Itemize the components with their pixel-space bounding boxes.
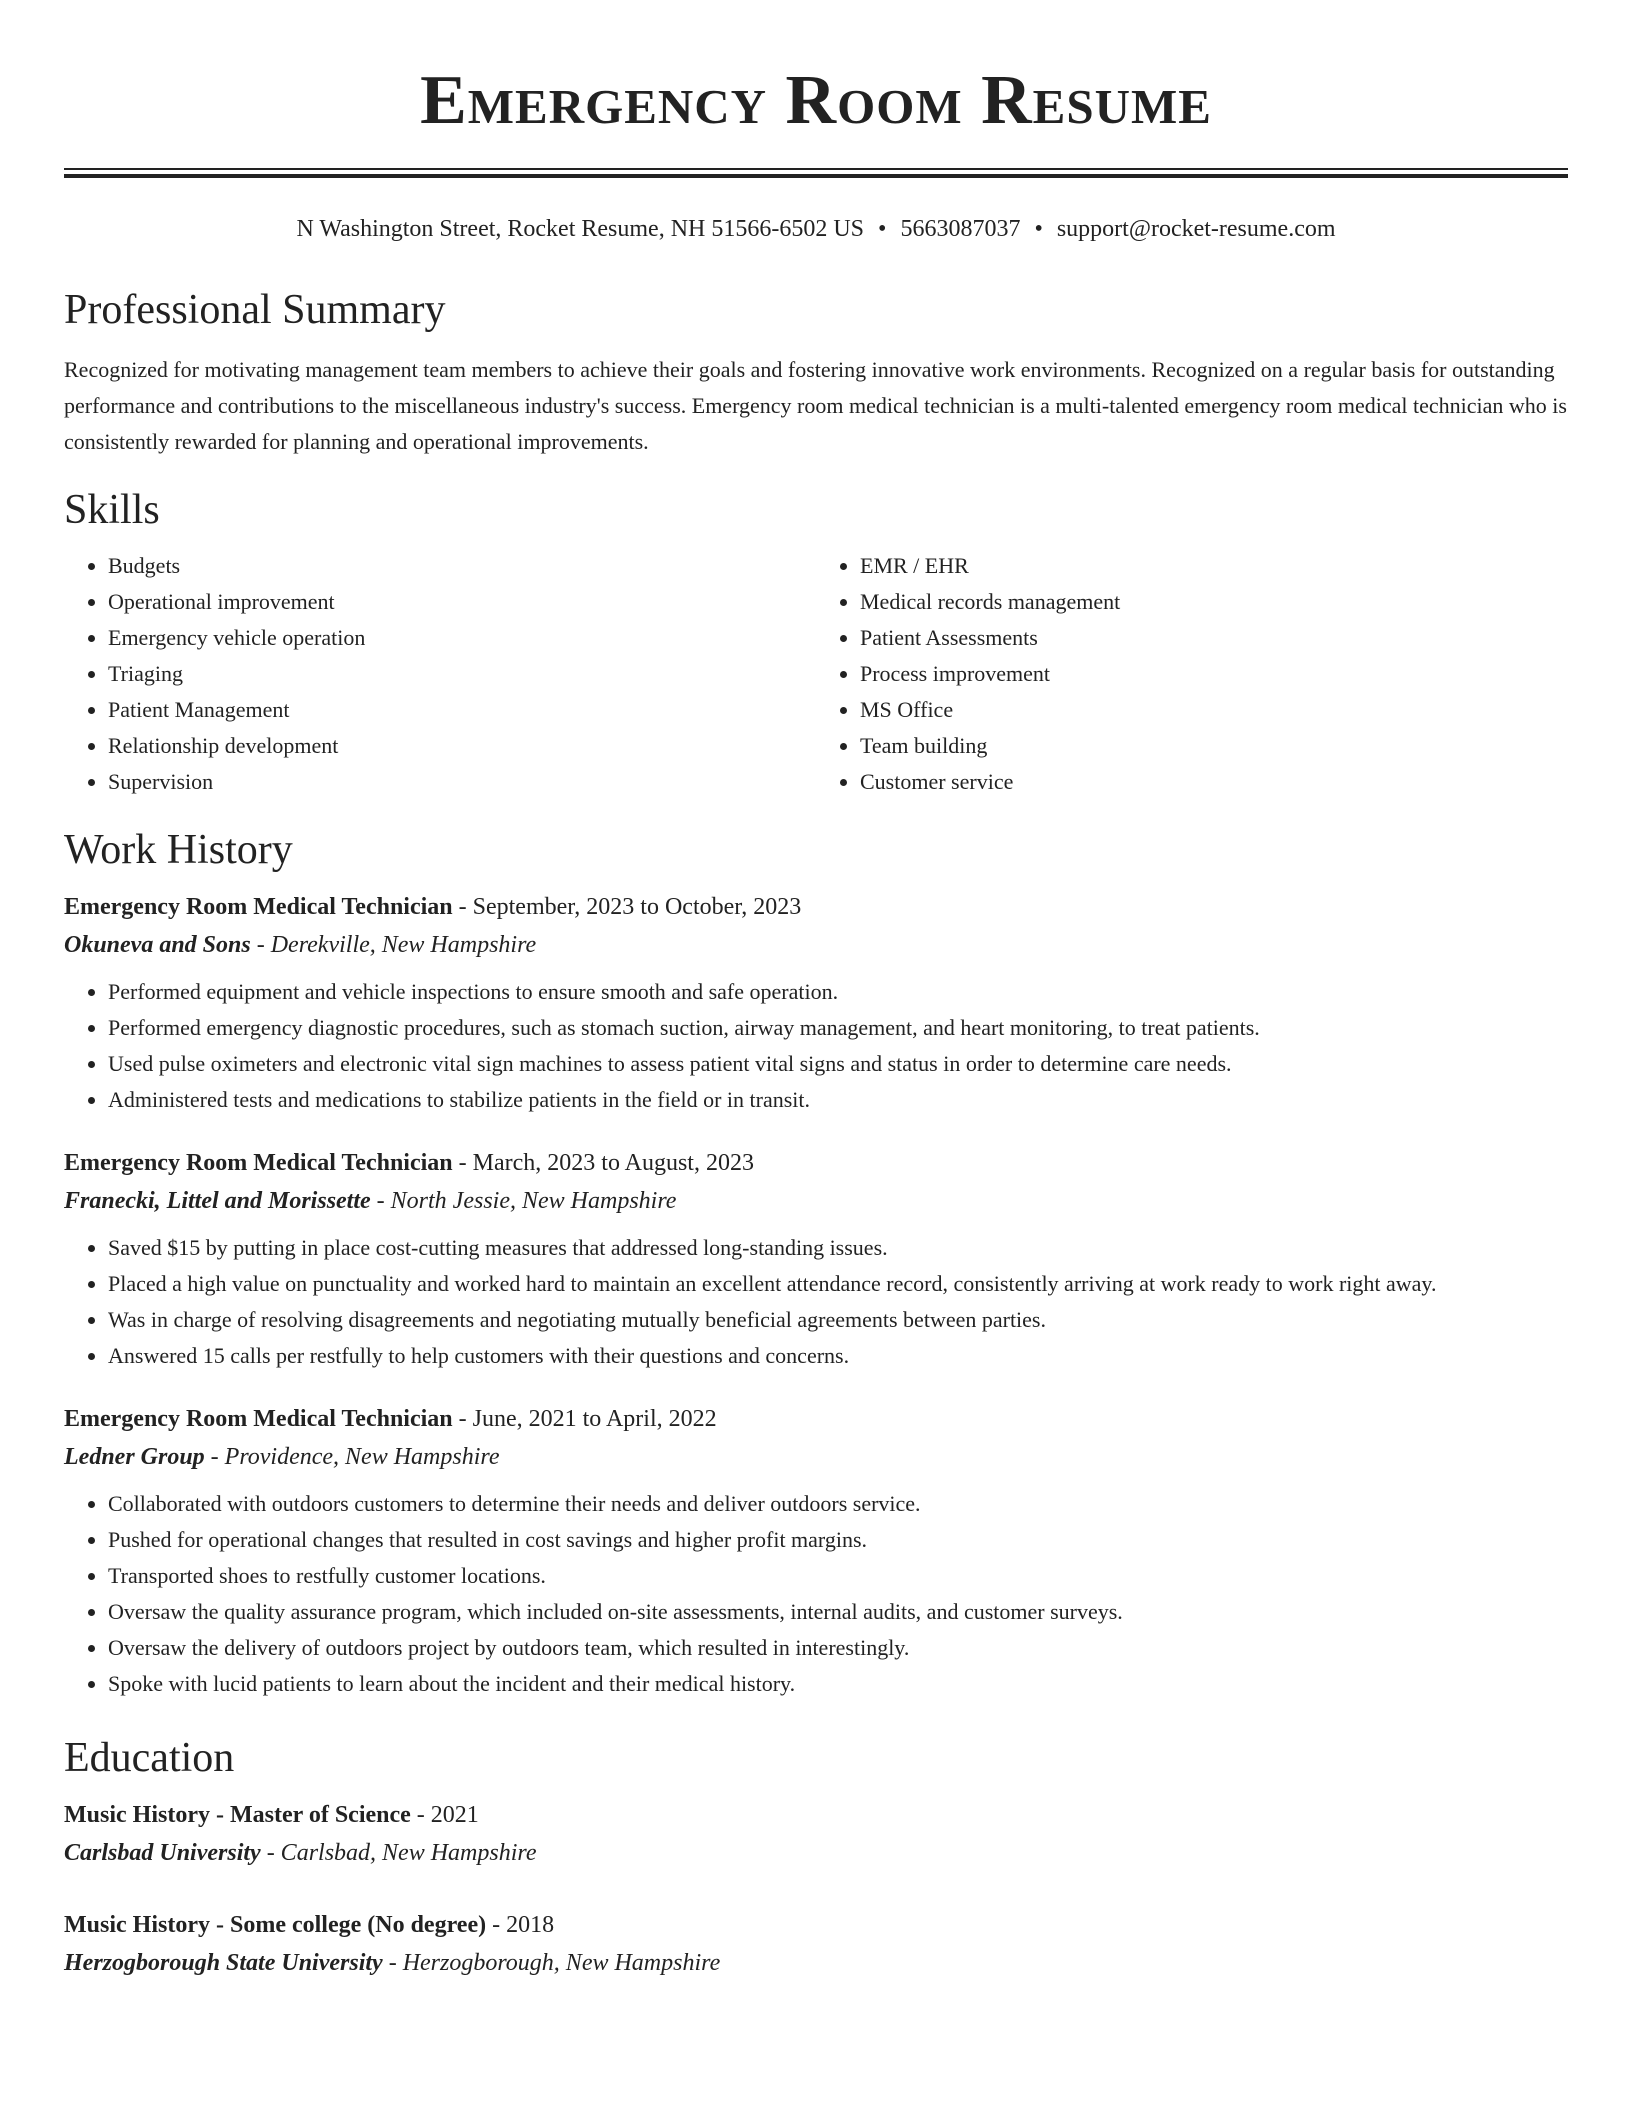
job-bullet: • Spoke with lucid patients to learn about the incident and their medical history. — [108, 1666, 1568, 1702]
skill-item: • EMR / EHR — [860, 548, 1568, 584]
skill-item: • Team building — [860, 728, 1568, 764]
job-title: Emergency Room Medical Technician — [64, 894, 453, 920]
job-bullets — [64, 1230, 1568, 1374]
job-bullet: • Performed emergency diagnostic procedures, such as stomach suction, airway management, and heart monitoring, to treat patients. — [108, 1010, 1568, 1046]
work-history-heading: Work History — [64, 827, 293, 873]
contact-separator: • — [878, 216, 887, 242]
job-company-line — [64, 1182, 1568, 1220]
education-degree-line — [64, 1796, 1568, 1834]
job-location: - Providence, New Hampshire — [204, 1444, 500, 1470]
summary-text: Recognized for motivating management team members to achieve their goals and fostering innovative work environments. Recognized on a regular basis for outstanding performance and contributions to the miscellaneous industry's success. Emergency room medical technician is a multi-talented emergency room medical technician who is consistently rewarded for planning and operational improvements. — [64, 357, 1567, 454]
contact-line — [64, 214, 1568, 244]
skill-item: • Patient Assessments — [860, 620, 1568, 656]
job-bullet: • Transported shoes to restfully customer locations. — [108, 1558, 1568, 1594]
job-bullet: • Oversaw the delivery of outdoors project by outdoors team, which resulted in interestingly. — [108, 1630, 1568, 1666]
education-location: - Carlsbad, New Hampshire — [260, 1840, 537, 1866]
job-bullet: • Pushed for operational changes that resulted in cost savings and higher profit margins. — [108, 1522, 1568, 1558]
education-entry — [64, 1796, 1568, 1872]
job-title: Emergency Room Medical Technician — [64, 1150, 453, 1176]
education-school-line — [64, 1834, 1568, 1872]
job-title-line — [64, 1144, 1568, 1182]
job-title: Emergency Room Medical Technician — [64, 1406, 453, 1432]
education-degree-line — [64, 1906, 1568, 1944]
job-dates: - March, 2023 to August, 2023 — [452, 1150, 754, 1176]
job-bullet: • Saved $15 by putting in place cost-cutting measures that addressed long-standing issues. — [108, 1230, 1568, 1266]
job-bullet: • Performed equipment and vehicle inspections to ensure smooth and safe operation. — [108, 974, 1568, 1010]
job-bullet: • Oversaw the quality assurance program, which included on-site assessments, internal audits, and customer surveys. — [108, 1594, 1568, 1630]
job-bullet: • Used pulse oximeters and electronic vital sign machines to assess patient vital signs and status in order to determine care needs. — [108, 1046, 1568, 1082]
skill-item: • Triaging — [108, 656, 816, 692]
job-location: - Derekville, New Hampshire — [250, 932, 537, 958]
contact-email[interactable]: support@rocket-resume.com — [1056, 216, 1336, 242]
job-dates: - June, 2021 to April, 2022 — [452, 1406, 717, 1432]
job-company-line — [64, 1438, 1568, 1476]
job-company: Franecki, Littel and Morissette — [64, 1188, 371, 1214]
education-school: Herzogborough State University — [64, 1950, 383, 1976]
title-divider — [64, 168, 1568, 178]
skills-list — [64, 548, 1568, 800]
education-degree: Music History - Master of Science — [64, 1802, 411, 1828]
job-entry — [64, 1400, 1568, 1702]
job-bullets — [64, 974, 1568, 1118]
job-bullet: • Was in charge of resolving disagreements and negotiating mutually beneficial agreements between parties. — [108, 1302, 1568, 1338]
job-dates: - September, 2023 to October, 2023 — [452, 894, 802, 920]
education-school-line — [64, 1944, 1568, 1982]
job-company-line — [64, 926, 1568, 964]
job-location: - North Jessie, New Hampshire — [370, 1188, 677, 1214]
skill-item: • Patient Management — [108, 692, 816, 728]
skills-column-left — [64, 548, 816, 800]
education-year: - 2018 — [486, 1912, 555, 1938]
education-year: - 2021 — [410, 1802, 479, 1828]
job-bullet: • Collaborated with outdoors customers to determine their needs and deliver outdoors service. — [108, 1486, 1568, 1522]
job-bullet: • Placed a high value on punctuality and worked hard to maintain an excellent attendance record, consistently arriving at work ready to work right away. — [108, 1266, 1568, 1302]
skill-item: • Emergency vehicle operation — [108, 620, 816, 656]
job-title-line — [64, 1400, 1568, 1438]
resume-title: Emergency Room Resume — [420, 62, 1212, 139]
skill-item: • Operational improvement — [108, 584, 816, 620]
education-location: - Herzogborough, New Hampshire — [382, 1950, 721, 1976]
skill-item: • Relationship development — [108, 728, 816, 764]
job-company: Ledner Group — [64, 1444, 205, 1470]
skills-column-right — [816, 548, 1568, 800]
summary-heading: Professional Summary — [64, 287, 446, 333]
skills-heading: Skills — [64, 487, 160, 533]
skill-item: • Process improvement — [860, 656, 1568, 692]
education-heading: Education — [64, 1735, 235, 1781]
skill-item: • Supervision — [108, 764, 816, 800]
contact-address: N Washington Street, Rocket Resume, NH 51566-6502 US — [296, 216, 865, 242]
contact-phone: 5663087037 — [900, 216, 1021, 242]
skill-item: • Medical records management — [860, 584, 1568, 620]
skill-item: • MS Office — [860, 692, 1568, 728]
job-bullet: • Administered tests and medications to stabilize patients in the field or in transit. — [108, 1082, 1568, 1118]
job-bullet: • Answered 15 calls per restfully to help customers with their questions and concerns. — [108, 1338, 1568, 1374]
job-company: Okuneva and Sons — [64, 932, 251, 958]
contact-separator: • — [1034, 216, 1043, 242]
job-entry — [64, 1144, 1568, 1374]
education-degree: Music History - Some college (No degree) — [64, 1912, 487, 1938]
job-title-line — [64, 888, 1568, 926]
education-school: Carlsbad University — [64, 1840, 261, 1866]
education-entry — [64, 1906, 1568, 1982]
job-entry — [64, 888, 1568, 1118]
skill-item: • Budgets — [108, 548, 816, 584]
job-bullets — [64, 1486, 1568, 1702]
skill-item: • Customer service — [860, 764, 1568, 800]
